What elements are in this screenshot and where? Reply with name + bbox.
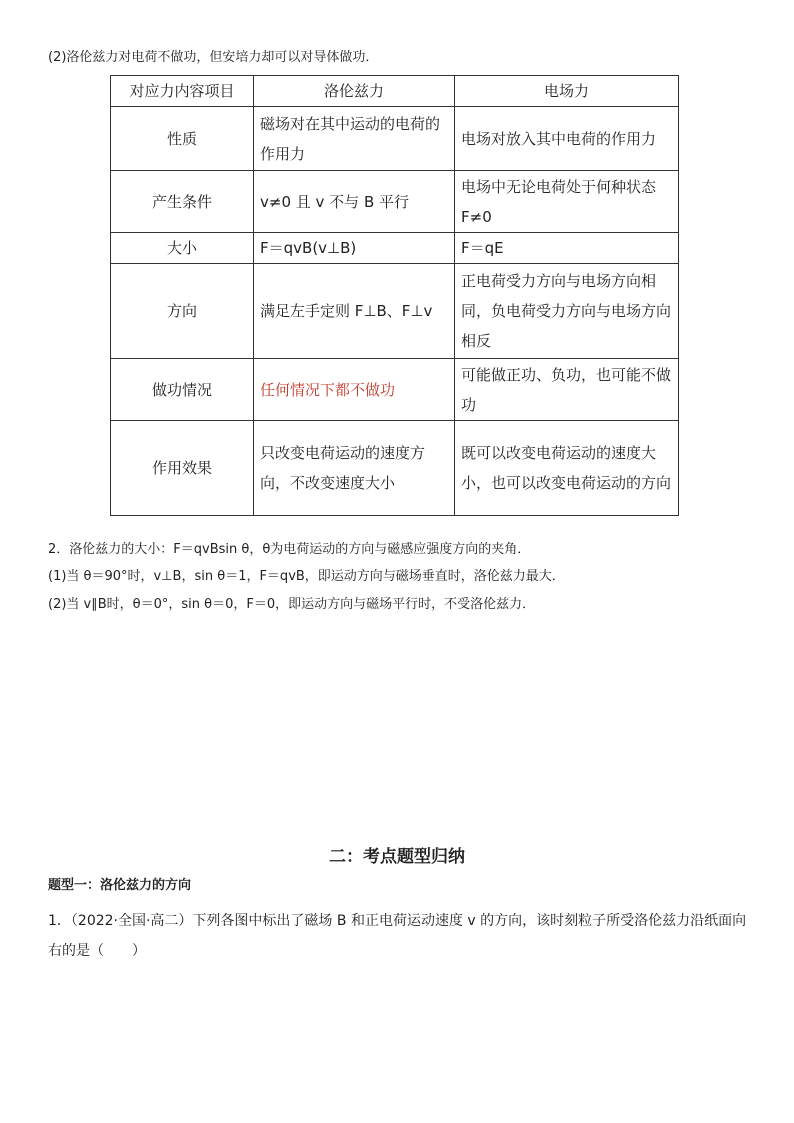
intro-text: (2)洛伦兹力对电荷不做功，但安培力却可以对导体做功． (48, 50, 379, 65)
table-row (111, 264, 679, 359)
section-heading: 二：考点题型归纳 (329, 847, 465, 867)
comparison-table (110, 75, 679, 516)
table-row (111, 421, 679, 516)
row-item: 性质 (111, 107, 254, 171)
row-item: 大小 (111, 233, 254, 264)
table-row (111, 107, 679, 171)
parallel-case-text: (2)当 v∥B时，θ＝0°，sin θ＝0，F＝0，即运动方向与磁场平行时，不受洛伦兹力． (48, 597, 536, 612)
row-electric: 电场对放入其中电荷的作用力 (455, 107, 679, 171)
perpendicular-case-text: (1)当 θ＝90°时，v⊥B，sin θ＝1，F＝qvB，即运动方向与磁场垂直时，洛伦兹力最大． (48, 569, 565, 584)
row-lorentz: 磁场对在其中运动的电荷的作用力 (254, 107, 455, 171)
header-item: 对应力内容项目 (111, 76, 254, 107)
table-row (111, 359, 679, 421)
row-electric: 既可以改变电荷运动的速度大小，也可以改变电荷运动的方向 (455, 421, 679, 516)
row-lorentz: v≠0 且 v 不与 B 平行 (254, 171, 455, 233)
question-type-title: 题型一：洛伦兹力的方向 (48, 878, 192, 893)
question-1-text: 1．（2022·全国·高二）下列各图中标出了磁场 B 和正电荷运动速度 v 的方向，该时刻粒子所受洛伦兹力沿纸面向右的是（ ） (48, 913, 747, 959)
row-item: 做功情况 (111, 359, 254, 421)
row-item: 方向 (111, 264, 254, 359)
header-electric: 电场力 (455, 76, 679, 107)
row-lorentz: 满足左手定则 F⊥B、F⊥v (254, 264, 455, 359)
row-lorentz: 只改变电荷运动的速度方向，不改变速度大小 (254, 421, 455, 516)
row-lorentz: F＝qvB(v⊥B) (254, 233, 455, 264)
row-item: 作用效果 (111, 421, 254, 516)
row-electric: 正电荷受力方向与电场方向相同，负电荷受力方向与电场方向相反 (455, 264, 679, 359)
lorentz-magnitude-text: 2．洛伦兹力的大小：F＝qvBsin θ，θ为电荷运动的方向与磁感应强度方向的夹角． (48, 542, 531, 557)
row-electric: F＝qE (455, 233, 679, 264)
row-item: 产生条件 (111, 171, 254, 233)
table-header-row (111, 76, 679, 107)
table-row (111, 233, 679, 264)
row-electric: 电场中无论电荷处于何种状态 F≠0 (455, 171, 679, 233)
header-lorentz: 洛伦兹力 (254, 76, 455, 107)
row-lorentz: 任何情况下都不做功 (254, 359, 455, 421)
table-row (111, 171, 679, 233)
row-electric: 可能做正功、负功，也可能不做功 (455, 359, 679, 421)
